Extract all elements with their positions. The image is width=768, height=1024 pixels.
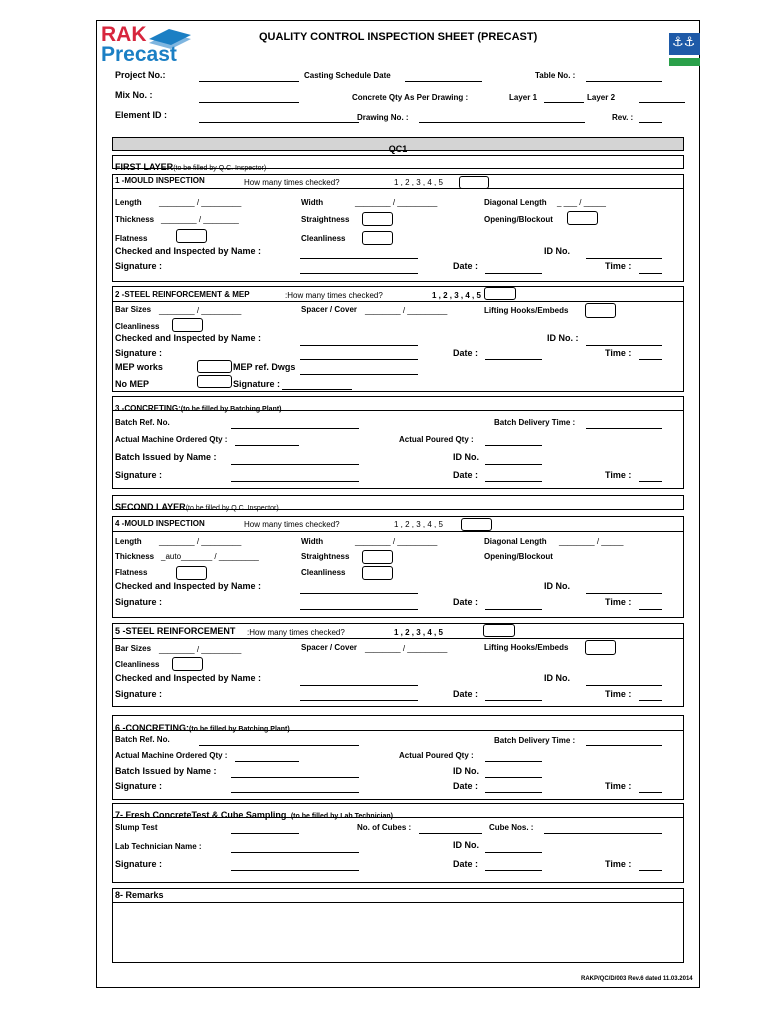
section-8-divider <box>112 902 683 903</box>
s1-straightness-box[interactable] <box>362 212 393 226</box>
casting-schedule-date-field[interactable] <box>405 81 482 82</box>
mix-no-field[interactable] <box>199 102 299 103</box>
s2-id-no-field[interactable] <box>586 345 662 346</box>
s5-signature-field[interactable] <box>300 700 418 701</box>
s1-length: Length <box>115 198 142 207</box>
second-layer-title: SECOND LAYER <box>115 502 186 512</box>
s3-batch-delivery: Batch Delivery Time : <box>494 418 576 427</box>
s6-title: 6 -CONCRETING: <box>115 723 189 733</box>
s6-signature: Signature : <box>115 781 163 791</box>
s6-id-no: ID No. <box>453 766 479 776</box>
s3-batch-delivery-field[interactable] <box>586 428 662 429</box>
s3-poured-qty-field[interactable] <box>485 445 542 446</box>
s5-time: Time : <box>605 689 632 699</box>
s4-count-box[interactable] <box>461 518 492 531</box>
s7-time: Time : <box>605 859 632 869</box>
s2-time-field[interactable] <box>639 359 662 360</box>
s1-width-val[interactable]: ________ / _________ <box>355 198 438 207</box>
s6-time: Time : <box>605 781 632 791</box>
element-id-field[interactable] <box>199 122 359 123</box>
qc1-title: QC1 <box>388 144 408 154</box>
s5-date-field[interactable] <box>485 700 542 701</box>
s6-batch-delivery: Batch Delivery Time : <box>494 736 576 745</box>
s1-checked-by-field[interactable] <box>300 258 418 259</box>
s3-batch-ref-field[interactable] <box>231 428 359 429</box>
s7-signature-field[interactable] <box>231 870 359 871</box>
s4-counts: 1 , 2 , 3 , 4 , 5 <box>394 520 443 529</box>
s1-date-field[interactable] <box>485 273 542 274</box>
s6-batch-ref: Batch Ref. No. <box>115 735 170 744</box>
s5-bar-sizes: Bar Sizes <box>115 644 152 653</box>
s5-spacer-val[interactable]: ________ / _________ <box>365 644 448 653</box>
certification-logo <box>668 27 702 77</box>
s4-time: Time : <box>605 597 632 607</box>
s1-time: Time : <box>605 261 632 271</box>
s4-signature: Signature : <box>115 597 163 607</box>
s4-thickness: Thickness <box>115 552 155 561</box>
s3-poured-qty: Actual Poured Qty : <box>399 435 474 444</box>
first-layer-title: FIRST LAYER <box>115 162 174 172</box>
logo-precast: Precast <box>101 43 177 66</box>
s5-checked-by: Checked and Inspected by Name : <box>115 673 262 683</box>
s3-title: 3 -CONCRETING: <box>115 404 181 413</box>
s6-poured-qty: Actual Poured Qty : <box>399 751 474 760</box>
layer1-field[interactable] <box>544 102 584 103</box>
s2-id-no: ID No. : <box>547 333 579 343</box>
s4-straightness-box[interactable] <box>362 550 393 564</box>
s3-machine-qty: Actual Machine Ordered Qty : <box>115 435 228 444</box>
s2-count-box[interactable] <box>484 287 516 300</box>
s7-cube-nos: Cube Nos. : <box>489 823 534 832</box>
s6-batch-ref-field[interactable] <box>199 745 359 746</box>
s1-straightness: Straightness <box>301 215 350 224</box>
s1-cleanliness-box[interactable] <box>362 231 393 245</box>
drawing-no-field[interactable] <box>419 122 585 123</box>
s2-checked-by-field[interactable] <box>300 345 418 346</box>
s6-machine-qty: Actual Machine Ordered Qty : <box>115 751 228 760</box>
s7-lab-tech-field[interactable] <box>231 852 359 853</box>
s6-time-field[interactable] <box>639 792 662 793</box>
s2-signature2-field[interactable] <box>282 389 352 390</box>
s3-date: Date : <box>453 470 479 480</box>
section-8-remarks[interactable] <box>112 888 684 963</box>
s2-how-many: :How many times checked? <box>285 291 383 300</box>
s3-batch-issued-field[interactable] <box>231 464 359 465</box>
s2-cleanliness: Cleanliness <box>115 322 160 331</box>
page-title: QUALITY CONTROL INSPECTION SHEET (PRECAST) <box>259 31 538 43</box>
s6-date-field[interactable] <box>485 792 542 793</box>
s4-id-no-field[interactable] <box>586 593 662 594</box>
inspection-sheet <box>96 20 700 988</box>
layer2-field[interactable] <box>639 102 685 103</box>
s5-id-no-field[interactable] <box>586 685 662 686</box>
s4-cleanliness-box[interactable] <box>362 566 393 580</box>
s1-how-many: How many times checked? <box>244 178 340 187</box>
s5-lifting: Lifting Hooks/Embeds <box>484 643 569 652</box>
rev-field[interactable] <box>639 122 662 123</box>
s6-poured-qty-field[interactable] <box>485 761 542 762</box>
s6-note: (to be filled by Batching Plant) <box>189 726 290 733</box>
s2-lifting-box[interactable] <box>585 303 616 318</box>
project-no-field[interactable] <box>199 81 299 82</box>
s3-time: Time : <box>605 470 632 480</box>
s3-id-no-field[interactable] <box>485 464 542 465</box>
drawing-no-label: Drawing No. : <box>357 113 409 122</box>
s2-title: 2 -STEEL REINFORCEMENT & MEP <box>115 290 250 299</box>
project-no-label: Project No.: <box>115 70 166 80</box>
s6-id-no-field[interactable] <box>485 777 542 778</box>
s1-title: 1 -MOULD INSPECTION <box>115 176 205 185</box>
s7-heading <box>115 805 393 823</box>
s1-flatness-box[interactable] <box>176 229 207 243</box>
s2-cleanliness-box[interactable] <box>172 318 203 332</box>
s4-diagonal: Diagonal Length <box>484 537 547 546</box>
s3-batch-issued: Batch Issued by Name : <box>115 452 217 462</box>
concrete-qty-label: Concrete Qty As Per Drawing : <box>352 93 469 102</box>
s2-mep-dwgs-field[interactable] <box>300 374 418 375</box>
s4-id-no: ID No. <box>544 581 570 591</box>
s2-no-mep: No MEP <box>115 379 150 389</box>
s8-title: 8- Remarks <box>115 890 164 900</box>
s5-id-no: ID No. <box>544 673 570 683</box>
first-layer-header <box>112 155 684 172</box>
s1-counts: 1 , 2 , 3 , 4 , 5 <box>394 178 443 187</box>
s1-signature: Signature : <box>115 261 163 271</box>
s2-signature2: Signature : <box>233 379 281 389</box>
s2-date: Date : <box>453 348 479 358</box>
s7-slump-field[interactable] <box>231 833 299 834</box>
s2-time: Time : <box>605 348 632 358</box>
s2-bar-sizes: Bar Sizes <box>115 305 152 314</box>
s5-how-many: :How many times checked? <box>247 628 345 637</box>
s1-signature-field[interactable] <box>300 273 418 274</box>
s3-date-field[interactable] <box>485 481 542 482</box>
element-id-label: Element ID : <box>115 110 168 120</box>
s4-checked-by-field[interactable] <box>300 593 418 594</box>
s3-time-field[interactable] <box>639 481 662 482</box>
s2-counts: 1 , 2 , 3 , 4 , 5 <box>432 291 481 300</box>
section-5-divider <box>112 638 683 639</box>
s7-date: Date : <box>453 859 479 869</box>
casting-schedule-date-label: Casting Schedule Date <box>304 71 391 80</box>
s4-cleanliness: Cleanliness <box>301 568 346 577</box>
s4-length: Length <box>115 537 142 546</box>
s4-opening: Opening/Blockout <box>484 552 553 561</box>
anchor-icon: ⚓⚓ <box>669 33 700 55</box>
s6-batch-issued-field[interactable] <box>231 777 359 778</box>
s1-diagonal: Diagonal Length <box>484 198 547 207</box>
s4-date-field[interactable] <box>485 609 542 610</box>
s3-note: (to be filled by Batching Plant) <box>180 406 282 413</box>
s1-length-val[interactable]: ________ / _________ <box>159 198 242 207</box>
s7-signature: Signature : <box>115 859 163 869</box>
s1-opening-box[interactable] <box>567 211 598 225</box>
s4-signature-field[interactable] <box>300 609 418 610</box>
s1-cleanliness: Cleanliness <box>301 234 346 243</box>
s7-no-cubes: No. of Cubes : <box>357 823 412 832</box>
s4-checked-by: Checked and Inspected by Name : <box>115 581 262 591</box>
s6-machine-qty-field[interactable] <box>235 761 299 762</box>
s4-flatness-box[interactable] <box>176 566 207 580</box>
s1-thickness: Thickness <box>115 215 155 224</box>
layer2-label: Layer 2 <box>587 93 616 102</box>
s7-title: 7- Fresh ConcreteTest & Cube Sampling <box>115 810 287 820</box>
section-2-divider <box>112 301 683 302</box>
s7-note: (to be filled by Lab Technician) <box>290 813 393 820</box>
s1-flatness: Flatness <box>115 234 148 243</box>
s6-date: Date : <box>453 781 479 791</box>
s4-width: Width <box>301 537 324 546</box>
section-4-divider <box>112 531 683 532</box>
s2-mep-works-box[interactable] <box>197 360 232 373</box>
s5-lifting-box[interactable] <box>585 640 616 655</box>
qc1-bar <box>112 137 684 154</box>
s1-width: Width <box>301 198 324 207</box>
s5-time-field[interactable] <box>639 700 662 701</box>
s1-diagonal-val[interactable]: _ ___ / _____ <box>557 198 606 207</box>
table-no-field[interactable] <box>586 81 662 82</box>
s2-date-field[interactable] <box>485 359 542 360</box>
mix-no-label: Mix No. : <box>115 90 153 100</box>
s6-heading <box>115 718 290 736</box>
s6-batch-delivery-field[interactable] <box>586 745 662 746</box>
second-layer-note: (to be filled by Q.C. Inspector) <box>185 505 279 512</box>
dnv-badge-icon <box>669 58 700 66</box>
s4-length-val[interactable]: ________ / _________ <box>159 537 242 546</box>
s5-spacer: Spacer / Cover <box>301 643 358 652</box>
s7-lab-tech: Lab Technician Name : <box>115 842 202 851</box>
s4-time-field[interactable] <box>639 609 662 610</box>
s6-signature-field[interactable] <box>231 792 359 793</box>
s3-machine-qty-field[interactable] <box>235 445 299 446</box>
s5-bar-val[interactable]: ________ / _________ <box>159 645 242 654</box>
s2-checked-by: Checked and Inspected by Name : <box>115 333 262 343</box>
s1-id-no-field[interactable] <box>586 258 662 259</box>
table-no-label: Table No. : <box>535 71 576 80</box>
s2-signature-field[interactable] <box>300 359 418 360</box>
s5-title: 5 -STEEL REINFORCEMENT <box>115 626 236 636</box>
s3-batch-ref: Batch Ref. No. <box>115 418 170 427</box>
s2-lifting: Lifting Hooks/Embeds <box>484 306 569 315</box>
s3-heading <box>115 398 282 416</box>
s4-title: 4 -MOULD INSPECTION <box>115 519 205 528</box>
s1-id-no: ID No. <box>544 246 570 256</box>
s4-width-val[interactable]: ________ / _________ <box>355 537 438 546</box>
s1-date: Date : <box>453 261 479 271</box>
section-1-divider <box>112 188 683 189</box>
s7-time-field[interactable] <box>639 870 662 871</box>
s4-straightness: Straightness <box>301 552 350 561</box>
s1-count-box[interactable] <box>459 176 489 189</box>
s2-mep-dwgs: MEP ref. Dwgs <box>233 362 296 372</box>
s7-id-no: ID No. <box>453 840 479 850</box>
rev-label: Rev. : <box>612 113 634 122</box>
s1-thickness-val[interactable]: ________ / ________ <box>161 215 239 224</box>
s5-signature: Signature : <box>115 689 163 699</box>
s1-checked-by: Checked and Inspected by Name : <box>115 246 262 256</box>
s7-cube-nos-field[interactable] <box>544 833 662 834</box>
s1-time-field[interactable] <box>639 273 662 274</box>
s2-mep-works: MEP works <box>115 362 163 372</box>
s5-cleanliness-box[interactable] <box>172 657 203 671</box>
s3-id-no: ID No. <box>453 452 479 462</box>
s2-spacer: Spacer / Cover <box>301 305 358 314</box>
s5-counts: 1 , 2 , 3 , 4 , 5 <box>394 628 443 637</box>
s5-date: Date : <box>453 689 479 699</box>
s7-id-no-field[interactable] <box>485 852 542 853</box>
s2-signature: Signature : <box>115 348 163 358</box>
logo-rak: RAK <box>101 23 147 46</box>
s2-bar-val[interactable]: ________ / _________ <box>159 306 242 315</box>
s5-checked-by-field[interactable] <box>300 685 418 686</box>
second-layer-header <box>112 495 684 510</box>
section-1-mould-inspection <box>112 174 684 282</box>
s4-diagonal-val[interactable]: ________ / _____ <box>559 537 624 546</box>
s3-signature-field[interactable] <box>231 481 359 482</box>
s2-no-mep-box[interactable] <box>197 375 232 388</box>
s7-date-field[interactable] <box>485 870 542 871</box>
s6-batch-issued: Batch Issued by Name : <box>115 766 217 776</box>
s3-signature: Signature : <box>115 470 163 480</box>
s5-cleanliness: Cleanliness <box>115 660 160 669</box>
s7-slump: Slump Test <box>115 823 158 832</box>
s4-how-many: How many times checked? <box>244 520 340 529</box>
first-layer-note: (to be filled by Q.C. Inspector) <box>173 165 267 172</box>
s2-spacer-val[interactable]: ________ / _________ <box>365 306 448 315</box>
s4-thickness-val[interactable]: _auto_______ / _________ <box>161 552 259 561</box>
s7-no-cubes-field[interactable] <box>419 833 482 834</box>
s5-count-box[interactable] <box>483 624 515 637</box>
s4-flatness: Flatness <box>115 568 148 577</box>
s1-opening: Opening/Blockout <box>484 215 553 224</box>
s4-date: Date : <box>453 597 479 607</box>
footer-code: RAKP/QC/D/003 Rev.6 dated 11.03.2014 <box>581 976 693 982</box>
layer1-label: Layer 1 <box>509 93 538 102</box>
